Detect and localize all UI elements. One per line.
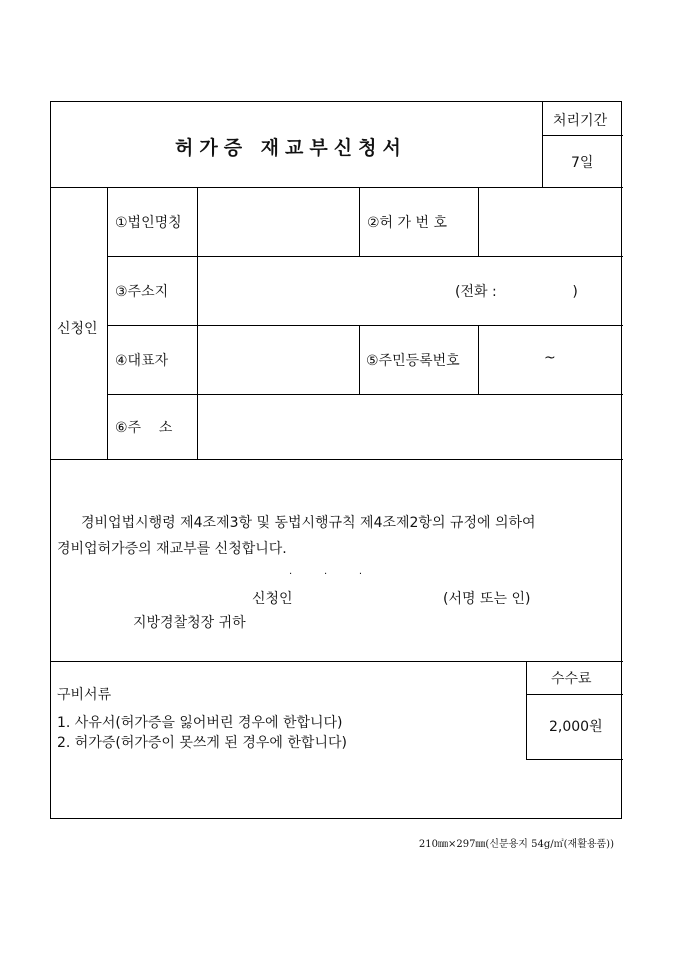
divider [107,187,108,459]
application-form [50,101,622,819]
divider [478,325,479,394]
processing-period-label: 처리기간 [553,113,608,129]
paper-spec-footer: 210㎜×297㎜(신문용지 54g/㎡(재활용품)) [418,839,614,850]
divider [51,187,623,188]
divider [526,694,623,695]
resident-number-field[interactable]: ~ [544,350,556,366]
divider [107,256,623,257]
statement-line-2: 경비업허가증의 재교부를 신청합니다. [57,541,287,557]
divider [526,759,623,760]
statement-line-1: 경비업법시행령 제4조제3항 및 동법시행규칙 제4조제2항의 규정에 의하여 [81,515,536,531]
divider [478,187,479,256]
divider [359,187,360,256]
date-line[interactable]: . . . [289,566,363,577]
permit-number-label: ②허 가 번 호 [367,215,447,231]
required-documents-heading: 구비서류 [57,687,112,703]
fee-label: 수수료 [551,671,592,687]
required-document-item: 2. 허가증(허가증이 못쓰게 된 경우에 한합니다) [57,735,347,751]
corp-name-label: ①법인명칭 [115,215,182,231]
divider [542,135,623,136]
address-phone[interactable]: (전화 : ) [455,284,578,300]
divider [107,394,623,395]
divider [51,459,623,460]
fee-value: 2,000원 [549,719,603,735]
resident-number-label: ⑤주민등록번호 [366,353,460,369]
divider [197,187,198,459]
divider [542,102,543,187]
divider [526,661,527,759]
addressee: 지방경찰청장 귀하 [133,615,246,631]
divider [107,325,623,326]
processing-period-value: 7일 [571,155,594,171]
applicant-sign-label: 신청인 [252,591,293,607]
divider [359,325,360,394]
signature-note: (서명 또는 인) [443,591,531,607]
applicant-label: 신청인 [57,321,98,337]
divider [51,661,623,662]
address-label: ③주소지 [115,284,169,300]
required-document-item: 1. 사유서(허가증을 잃어버린 경우에 한합니다) [57,715,343,731]
home-address-label: ⑥주 소 [115,420,173,436]
form-title: 허가증 재교부신청서 [175,137,407,159]
representative-label: ④대표자 [115,353,169,369]
